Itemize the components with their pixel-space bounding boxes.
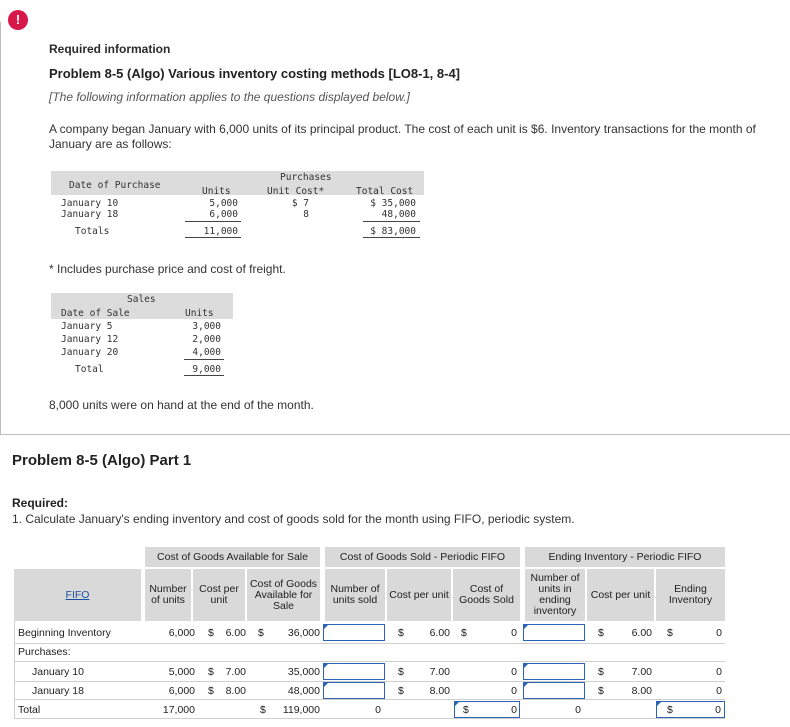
currency-sign: $	[260, 704, 266, 716]
beginning-units-ending-input[interactable]	[523, 624, 585, 641]
jan18-ending: 0	[716, 685, 722, 697]
col-units-sold: Number of units sold	[325, 569, 385, 621]
jan10-units-ending-input[interactable]	[523, 663, 585, 680]
applies-note: [The following information applies to the questions displayed below.]	[49, 90, 410, 104]
jan18-cost: 8.00	[225, 685, 246, 697]
purchases-table	[51, 171, 424, 237]
purchase-total-cost: 48,000	[381, 209, 416, 220]
jan10-available: 35,000	[287, 666, 320, 678]
jan18-cogs: 0	[511, 685, 517, 697]
beginning-end-cost: 6.00	[631, 627, 652, 639]
currency-sign: $	[258, 627, 264, 639]
purchase-units: 5,000	[209, 198, 238, 209]
col-date-of-sale: Date of Sale	[61, 308, 130, 319]
sale-date: January 12	[61, 334, 119, 345]
row-label-jan10: January 10	[32, 666, 84, 678]
problem-title: Problem 8-5 (Algo) Various inventory costing methods [LO8-1, 8-4]	[49, 66, 461, 81]
jan18-units-sold-input[interactable]	[323, 682, 385, 699]
currency-sign: $	[598, 627, 604, 639]
jan10-sold-cost: 7.00	[429, 666, 450, 678]
on-hand-text: 8,000 units were on hand at the end of the month.	[49, 398, 314, 412]
col-unit-cost: Unit Cost*	[267, 186, 325, 197]
row-label-jan18: January 18	[32, 685, 84, 697]
col-units: Units	[202, 186, 231, 197]
currency-sign: $	[398, 627, 404, 639]
group-header-ending: Ending Inventory - Periodic FIFO	[525, 547, 725, 567]
fifo-link[interactable]: FIFO	[65, 588, 90, 601]
intro-text: A company began January with 6,000 units of its principal product. The cost of each unit is $6. Inventory transactions for the month of January are as follows:	[49, 122, 756, 151]
jan18-units-ending-input[interactable]	[523, 682, 585, 699]
currency-sign: $	[667, 704, 673, 716]
beginning-available: 36,000	[287, 627, 320, 639]
group-header-available: Cost of Goods Available for Sale	[145, 547, 320, 567]
fifo-worksheet	[14, 547, 725, 719]
col-units-ending: Number of units in ending inventory	[525, 569, 585, 621]
total-units: 17,000	[162, 704, 195, 716]
purchases-group-header: Purchases	[280, 172, 332, 183]
currency-sign: $	[398, 685, 404, 697]
row-label-total: Total	[18, 704, 41, 716]
purchase-totals-units: 11,000	[203, 226, 238, 237]
total-units-sold: 0	[375, 704, 381, 716]
beginning-sold-cost: 6.00	[429, 627, 450, 639]
jan18-sold-cost: 8.00	[429, 685, 450, 697]
total-ending-input[interactable]	[656, 701, 725, 718]
sale-units: 3,000	[192, 321, 221, 332]
jan10-units: 5,000	[168, 666, 195, 678]
alert-icon: !	[8, 10, 28, 30]
sales-table	[51, 293, 233, 399]
sales-total-units: 9,000	[192, 364, 221, 375]
purchase-totals-cost: $ 83,000	[370, 226, 416, 237]
total-cogs: 0	[511, 704, 517, 716]
beginning-cost: 6.00	[225, 627, 246, 639]
jan10-end-cost: 7.00	[631, 666, 652, 678]
col-ending-inventory: Ending Inventory	[656, 569, 725, 621]
jan10-cogs: 0	[511, 666, 517, 678]
currency-sign: $	[667, 627, 673, 639]
required-text: 1. Calculate January's ending inventory and cost of goods sold for the month using FIFO, periodic system.	[12, 512, 575, 526]
jan18-units: 6,000	[168, 685, 195, 697]
footnote: * Includes purchase price and cost of freight.	[49, 262, 286, 276]
beginning-ending: 0	[716, 627, 722, 639]
currency-sign: $	[598, 666, 604, 678]
purchase-date: January 18	[61, 209, 119, 220]
beginning-units-sold-input[interactable]	[323, 624, 385, 641]
row-label-purchases: Purchases:	[18, 646, 71, 658]
col-date-of-purchase: Date of Purchase	[69, 180, 161, 191]
currency-sign: $	[598, 685, 604, 697]
purchase-units: 6,000	[209, 209, 238, 220]
sale-units: 2,000	[192, 334, 221, 345]
part-title: Problem 8-5 (Algo) Part 1	[12, 452, 192, 469]
jan10-cost: 7.00	[225, 666, 246, 678]
jan10-units-sold-input[interactable]	[323, 663, 385, 680]
sales-total-label: Total	[75, 364, 104, 375]
total-cogs-input[interactable]	[454, 701, 520, 718]
purchase-unit-cost: $ 7	[291, 198, 309, 209]
currency-sign: $	[398, 666, 404, 678]
row-label-beginning: Beginning Inventory	[18, 627, 111, 639]
purchase-date: January 10	[61, 198, 119, 209]
col-cogs: Cost of Goods Sold	[453, 569, 520, 621]
col-cost-per-unit: Cost per unit	[193, 569, 245, 621]
group-header-sold: Cost of Goods Sold - Periodic FIFO	[325, 547, 520, 567]
sales-group-header: Sales	[127, 294, 156, 305]
sale-date: January 20	[61, 347, 119, 358]
total-available: 119,000	[282, 704, 320, 716]
col-number-of-units: Number of units	[145, 569, 191, 621]
total-units-ending: 0	[575, 704, 581, 716]
required-label: Required:	[12, 496, 69, 510]
currency-sign: $	[461, 627, 467, 639]
purchase-totals-label: Totals	[75, 226, 110, 237]
jan10-ending: 0	[716, 666, 722, 678]
required-information-label: Required information	[49, 42, 171, 56]
purchase-unit-cost: 8	[303, 209, 309, 220]
currency-sign: $	[463, 704, 469, 716]
sale-date: January 5	[61, 321, 113, 332]
col-cogafs: Cost of Goods Available for Sale	[247, 569, 320, 621]
total-ending: 0	[715, 704, 721, 716]
jan18-available: 48,000	[287, 685, 320, 697]
beginning-units: 6,000	[168, 627, 195, 639]
required-information-panel	[0, 22, 790, 435]
col-sold-cost-per-unit: Cost per unit	[387, 569, 451, 621]
beginning-cogs: 0	[511, 627, 517, 639]
col-sale-units: Units	[185, 308, 214, 319]
currency-sign: $	[208, 685, 214, 697]
col-ending-cost-per-unit: Cost per unit	[587, 569, 654, 621]
col-total-cost: Total Cost	[356, 186, 414, 197]
purchase-total-cost: $ 35,000	[370, 198, 416, 209]
jan18-end-cost: 8.00	[631, 685, 652, 697]
sale-units: 4,000	[192, 347, 221, 358]
currency-sign: $	[208, 666, 214, 678]
currency-sign: $	[208, 627, 214, 639]
